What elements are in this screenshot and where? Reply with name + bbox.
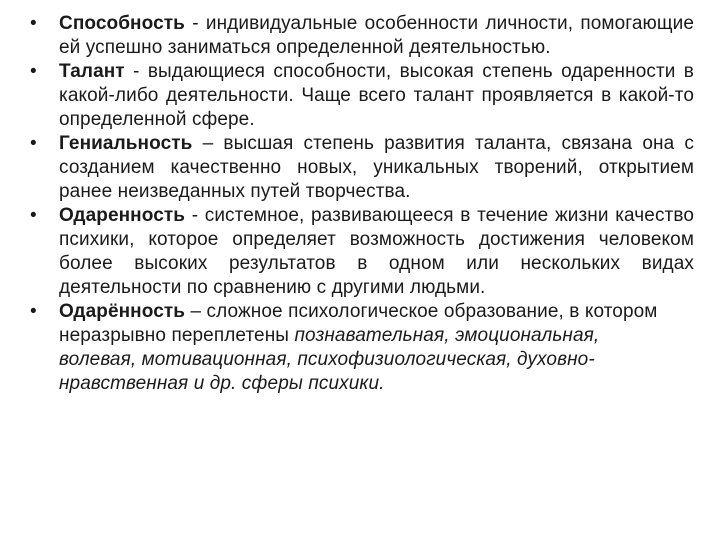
bullet-icon: • <box>30 61 37 82</box>
definition-italic-text: познавательная, эмоциональная, волевая, мотивационная, психофизиологическая, духовно-нравственная и др. сферы психики. <box>59 325 600 394</box>
term-giftedness: Одаренность <box>59 205 186 226</box>
definition-text: высшая степень развития таланта, связана она с созданием качественно новых, уникальных творений, открытием ранее неизведанных путей творчества. <box>59 133 694 202</box>
bullet-icon: • <box>30 205 37 226</box>
bullet-icon: • <box>30 133 37 154</box>
definition-text: выдающиеся способности, высокая степень одаренности в какой-либо деятельности. Чаще всего талант проявляется в какой-то определенной сфере. <box>59 61 695 130</box>
separator: - <box>185 205 205 226</box>
bullet-icon: • <box>30 13 37 34</box>
separator: – <box>192 133 224 154</box>
separator: - <box>124 61 148 82</box>
definitions-list <box>30 12 694 396</box>
definition-text: сложное психологическое образование, в котором неразрывно переплетены <box>59 301 658 346</box>
term-ability: Способность <box>59 13 185 34</box>
list-item <box>30 12 694 60</box>
definition-text: индивидуальные особенности личности, помогающие ей успешно заниматься определенной деятельностью. <box>59 13 694 58</box>
list-item <box>30 60 694 132</box>
list-item <box>30 132 694 204</box>
separator: - <box>184 13 206 34</box>
bullet-icon: • <box>30 301 37 322</box>
term-talent: Талант <box>59 61 125 82</box>
list-item <box>30 204 694 300</box>
definition-text: системное, развивающееся в течение жизни качество психики, которое определяет возможность достижения человеком более высоких результатов в одном или нескольких видах деятельности по сравнению с другими людьми. <box>59 205 694 298</box>
term-giftedness-alt: Одарённость <box>59 301 186 322</box>
list-item <box>30 300 694 396</box>
term-genius: Гениальность <box>59 133 193 154</box>
separator: – <box>185 301 207 322</box>
